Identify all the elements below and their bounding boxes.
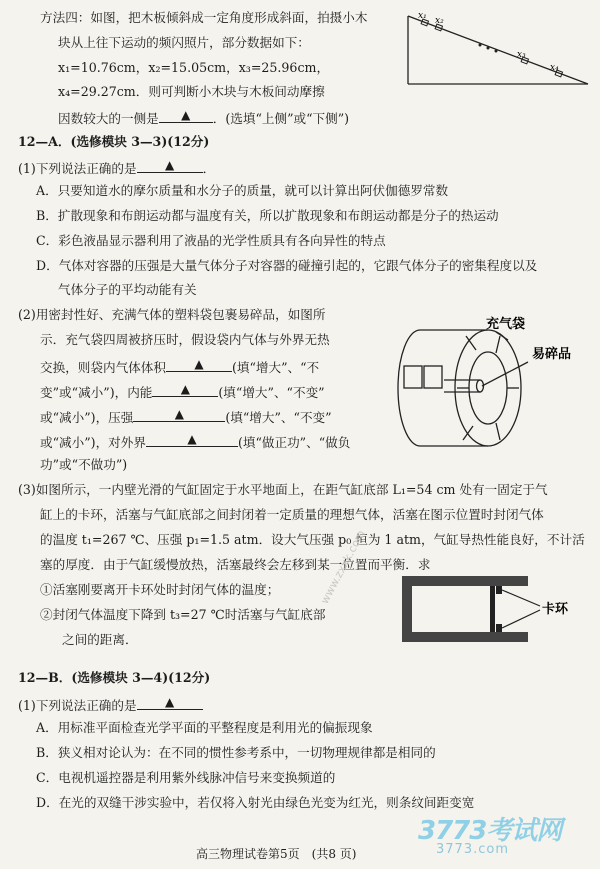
- label-x1: x₁: [418, 11, 427, 21]
- a-q3-sub-2-line-2: 之间的距离．: [62, 632, 138, 647]
- a-q3-line-3: 的温度 t₁=267 ℃、压强 p₁=1.5 atm．设大气压强 p₀ 恒为 1 atm，气缸导热性能良好，不计活: [40, 532, 585, 547]
- cylinder-bottom-wall: [402, 632, 528, 642]
- dot: [487, 47, 490, 50]
- answer-mark-icon: ▲: [180, 382, 191, 396]
- answer-blank-side[interactable]: [159, 110, 213, 123]
- a-q3-sub-1: ①活塞刚要离开卡环处时封闭气体的温度；: [40, 582, 280, 597]
- label-x4: x₄: [550, 63, 559, 73]
- section-b-header: 12—B．(选修模块 3—4)(12分): [18, 670, 211, 685]
- bag-seam: [496, 423, 500, 440]
- a-q3-line-4: 塞的厚度．由于气缸缓慢放热，活塞最终会左移到某一位置而平衡．求: [40, 557, 431, 572]
- a-q2-line-6: [40, 434, 350, 450]
- answer-blank-pressure[interactable]: [133, 409, 225, 422]
- label-x3: x₃: [517, 50, 526, 60]
- answer-mark-icon: ▲: [174, 407, 184, 421]
- a-q2-line-2: 示．充气袋四周被挤压时，假设袋内气体与外界无热: [40, 332, 330, 347]
- site-logo: 3773考试网: [418, 816, 562, 846]
- airbag-label: 充气袋: [486, 317, 526, 332]
- a-q2-line-4-hint: (填“增大”、“不变”: [218, 385, 325, 400]
- b-q1-stem: [18, 697, 203, 713]
- a-q1-stem-end: ．: [202, 161, 216, 176]
- a-q3-line-2: 缸上的卡环，活塞与气缸底部之间封闭着一定质量的理想气体，活塞在图示位置时封闭气体: [40, 507, 544, 522]
- piston: [490, 586, 495, 632]
- method4-line-5-hint: ．(选填“上侧”或“下侧”): [212, 111, 350, 126]
- b-q1-option-a: A．用标准平面检查光学平面的平整程度是利用光的偏振现象: [36, 720, 373, 735]
- method4-line-2: 块从上往下运动的频闪照片，部分数据如下：: [58, 35, 310, 50]
- a-q1-option-d-1: D．气体对容器的压强是大量气体分子对容器的碰撞引起的，它跟气体分子的密集程度以及: [36, 258, 538, 273]
- b-q1-stem-text: (1)下列说法正确的是: [18, 698, 137, 713]
- method4-line-5: [58, 110, 349, 126]
- label-x2: x₂: [435, 16, 444, 26]
- a-q1-option-d-2: 气体分子的平均动能有关: [58, 282, 197, 297]
- leader-line-bag: [496, 332, 508, 340]
- incline-figure: [404, 8, 590, 88]
- a-q2-line-6-hint: (填“做正功”、“做负: [237, 435, 351, 450]
- a-q2-line-3-text: 交换，则袋内气体体积: [40, 360, 166, 375]
- ring-leader-top: [502, 590, 540, 606]
- method4-line-4: x₄=29.27cm．则可判断小木块与木板间动摩擦: [58, 84, 325, 99]
- method4-line-3: x₁=10.76cm，x₂=15.05cm，x₃=25.96cm，: [58, 60, 330, 75]
- a-q2-line-5-text: 或“减小”)，压强: [40, 410, 134, 425]
- incline-slope: [408, 16, 588, 84]
- page-footer: 高三物理试卷第5页 (共8 页): [196, 847, 357, 861]
- answer-mark-icon: ▲: [164, 695, 175, 709]
- cylinder-top-wall: [402, 576, 528, 586]
- answer-mark-icon: ▲: [164, 158, 175, 172]
- b-q1-option-b: B．狭义相对论认为：在不同的惯性参考系中，一切物理规律都是相同的: [36, 745, 436, 760]
- answer-mark-icon: ▲: [181, 108, 191, 122]
- a-q2-line-5-hint: (填“增大”、“不变”: [225, 410, 332, 425]
- stop-ring-bottom: [496, 624, 502, 632]
- airbag-figure: [368, 306, 590, 458]
- bag-seam: [496, 336, 500, 353]
- a-q1-stem: [18, 160, 215, 176]
- a-q2-line-3-hint: (填“增大”、“不: [231, 360, 320, 375]
- bag-front-inner: [469, 352, 507, 424]
- fragile-label: 易碎品: [532, 347, 572, 362]
- a-q2-line-1: (2)用密封性好、充满气体的塑料袋包裹易碎品，如图所: [18, 307, 326, 322]
- a-q2-line-6-text: 或“减小”)，对外界: [40, 435, 146, 450]
- a-q3-line-1: (3)如图所示，一内壁光滑的气缸固定于水平地面上，在距气缸底部 L₁=54 cm 处有一固定于气: [18, 482, 548, 497]
- a-q2-line-5: [40, 409, 332, 425]
- a-q2-line-7: 功”或“不做功”): [40, 457, 128, 472]
- stop-ring-label: 卡环: [542, 602, 569, 617]
- answer-mark-icon: ▲: [194, 357, 204, 371]
- a-q3-sub-2-line-1: ②封闭气体温度下降到 t₃=27 ℃时活塞与气缸底部: [40, 607, 326, 622]
- a-q1-option-b: B．扩散现象和布朗运动都与温度有关，所以扩散现象和布朗运动都是分子的热运动: [36, 208, 499, 223]
- b-q1-option-c: C．电视机遥控器是利用紫外线脉冲信号来变换频道的: [36, 770, 336, 785]
- answer-blank-a-q1[interactable]: [137, 160, 203, 173]
- dot: [495, 50, 498, 53]
- site-url: 3773.com: [436, 842, 509, 857]
- a-q2-line-4: [40, 384, 325, 400]
- bag-inner-box: [424, 366, 442, 388]
- section-a-header: 12—A．(选修模块 3—3)(12分): [18, 134, 210, 149]
- method4-line-5-text: 因数较大的一侧是: [58, 111, 159, 126]
- bag-inner-box: [404, 366, 422, 388]
- a-q2-line-4-text: 变”或“减小”)，内能: [40, 385, 153, 400]
- answer-blank-work[interactable]: [146, 434, 238, 447]
- dot: [479, 44, 482, 47]
- answer-blank-b-q1[interactable]: [137, 697, 203, 710]
- answer-blank-volume[interactable]: [166, 359, 232, 372]
- b-q1-option-d: D．在光的双缝干涉实验中，若仅将入射光由绿色光变为红光，则条纹间距变宽: [36, 795, 475, 810]
- a-q1-option-c: C．彩色液晶显示器利用了液晶的光学性质具有各向异性的特点: [36, 233, 386, 248]
- cylinder-base-wall: [402, 576, 412, 642]
- a-q1-option-a: A．只要知道水的摩尔质量和水分子的质量，就可以计算出阿伏伽德罗常数: [36, 183, 449, 198]
- answer-mark-icon: ▲: [187, 432, 197, 446]
- diagonal-watermark: www.zxxk.com: [318, 527, 368, 607]
- method4-line-1: 方法四：如图，把木板倾斜成一定角度形成斜面，拍摄小木: [40, 10, 368, 25]
- ring-leader-bottom: [502, 610, 540, 628]
- answer-blank-energy[interactable]: [152, 384, 218, 397]
- stop-ring-top: [496, 586, 502, 594]
- a-q1-stem-text: (1)下列说法正确的是: [18, 161, 137, 176]
- a-q2-line-3: [40, 359, 319, 375]
- cylinder-figure: [400, 568, 592, 652]
